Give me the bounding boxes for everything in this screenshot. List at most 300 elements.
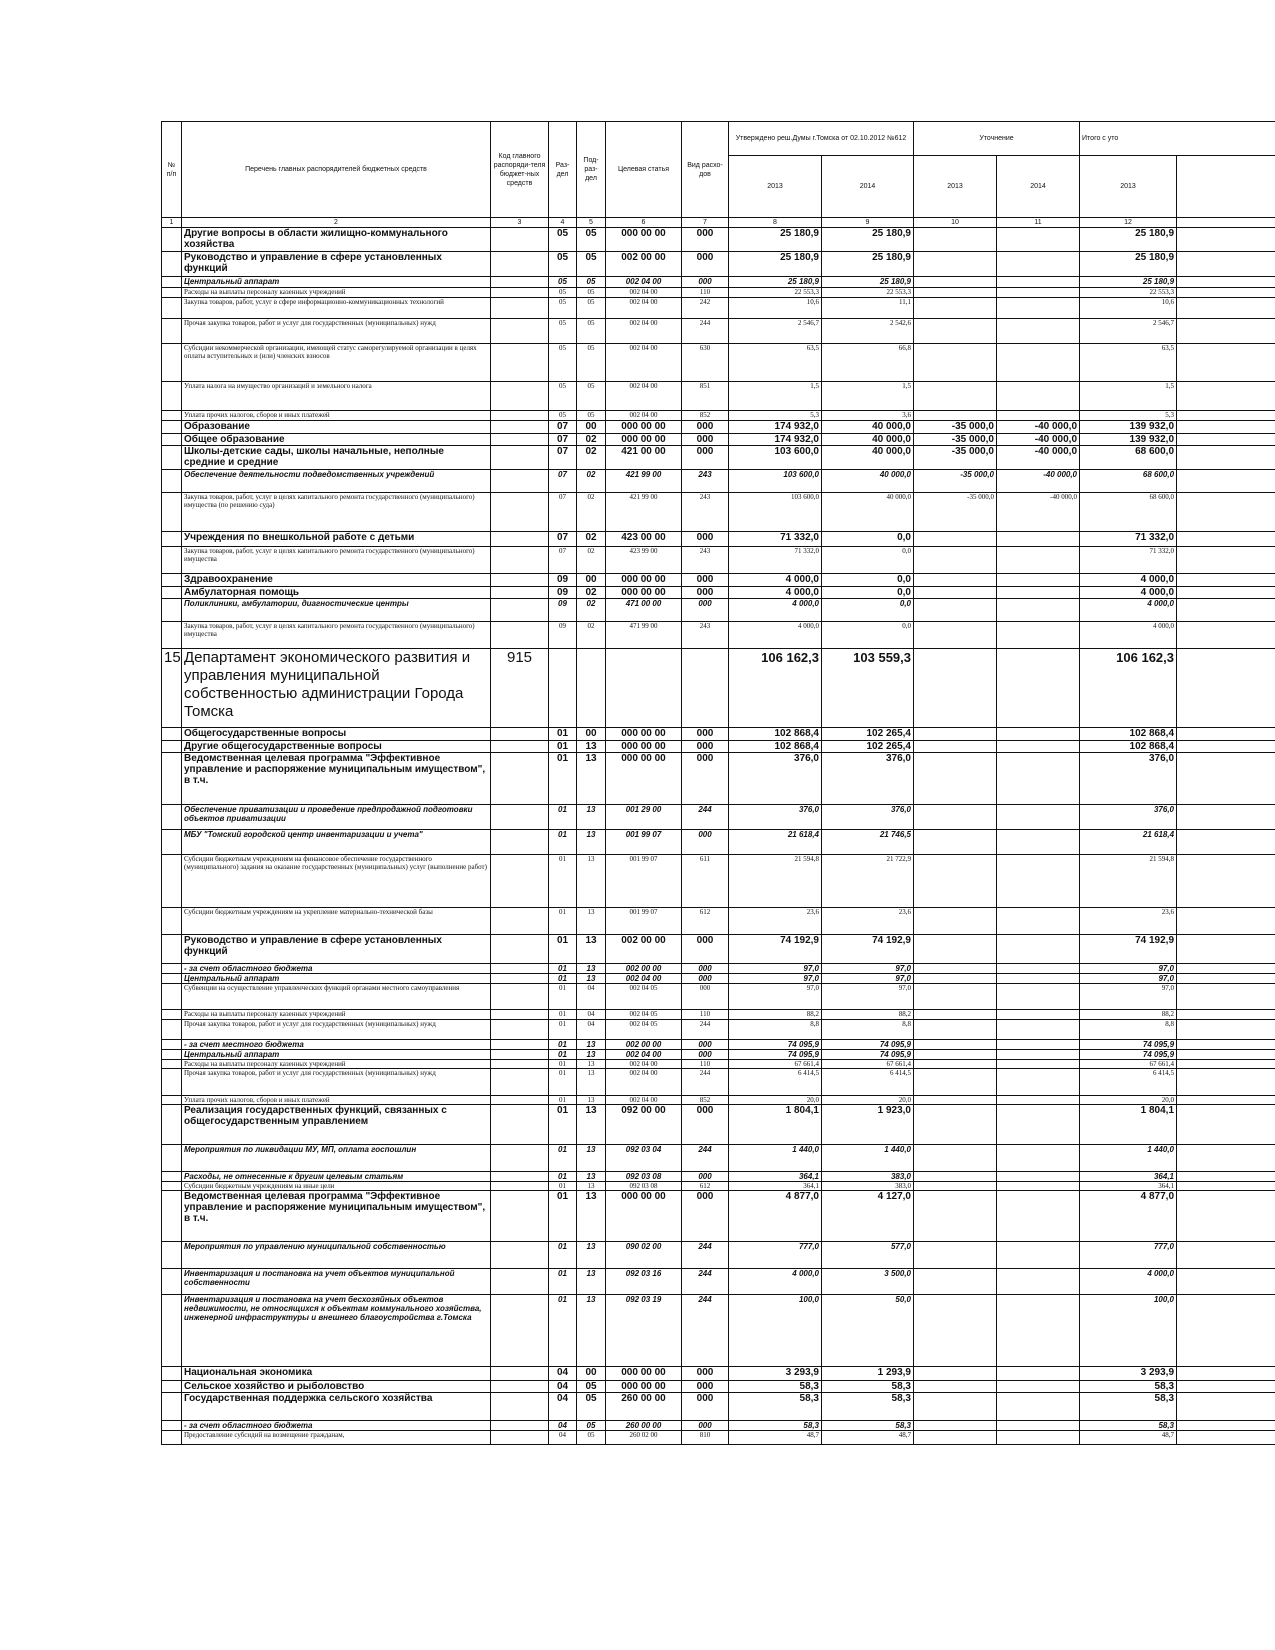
row-total-2013: 22 553,3 xyxy=(1080,288,1177,298)
row-total-2014 xyxy=(1177,288,1275,298)
row-change-2013: -35 000,0 xyxy=(914,434,997,446)
row-number xyxy=(162,1393,182,1421)
header-approved-2014: 2014 xyxy=(822,156,914,218)
row-name: Уплата прочих налогов, сборов и иных платежей xyxy=(182,411,491,421)
row-target: 092 03 08 xyxy=(606,1182,682,1191)
row-code xyxy=(491,493,549,532)
row-target: 002 04 00 xyxy=(606,1069,682,1096)
row-change-2014: -40 000,0 xyxy=(997,434,1080,446)
row-approved-2013: 376,0 xyxy=(729,753,822,805)
row-approved-2014: 25 180,9 xyxy=(822,252,914,277)
row-approved-2013: 102 868,4 xyxy=(729,728,822,741)
row-approved-2013: 58,3 xyxy=(729,1421,822,1431)
row-vid: 852 xyxy=(682,411,729,421)
row-vid: 810 xyxy=(682,1431,729,1445)
row-approved-2014: 22 553,3 xyxy=(822,288,914,298)
row-total-2014 xyxy=(1177,1367,1275,1381)
row-podrazdel: 05 xyxy=(577,1393,606,1421)
row-razdel: 01 xyxy=(549,1096,577,1105)
row-approved-2014: 1 440,0 xyxy=(822,1145,914,1172)
row-number xyxy=(162,434,182,446)
column-number: 7 xyxy=(682,218,729,228)
row-change-2013 xyxy=(914,587,997,599)
row-change-2013 xyxy=(914,964,997,974)
row-total-2014 xyxy=(1177,1020,1275,1040)
row-podrazdel: 05 xyxy=(577,252,606,277)
row-razdel: 01 xyxy=(549,1020,577,1040)
table-row xyxy=(162,974,1275,984)
column-number: 4 xyxy=(549,218,577,228)
row-change-2013 xyxy=(914,277,997,288)
row-number xyxy=(162,446,182,470)
row-change-2013 xyxy=(914,830,997,855)
row-vid: 000 xyxy=(682,935,729,964)
row-name: Прочая закупка товаров, работ и услуг для государственных (муниципальных) нужд xyxy=(182,1069,491,1096)
row-number xyxy=(162,252,182,277)
row-approved-2013: 63,5 xyxy=(729,344,822,382)
row-name: Ведомственная целевая программа "Эффективное управление и распоряжение муниципальным имуществом", в т.ч. xyxy=(182,753,491,805)
row-name: Мероприятия по управлению муниципальной собственностью xyxy=(182,1242,491,1269)
row-podrazdel: 05 xyxy=(577,288,606,298)
row-approved-2013: 58,3 xyxy=(729,1381,822,1393)
row-approved-2014: 40 000,0 xyxy=(822,446,914,470)
row-name: Уплата налога на имущество организаций и земельного налога xyxy=(182,382,491,411)
row-total-2013: 58,3 xyxy=(1080,1381,1177,1393)
row-approved-2013: 106 162,3 xyxy=(729,649,822,728)
row-vid: 000 xyxy=(682,728,729,741)
row-name: - за счет местного бюджета xyxy=(182,1040,491,1050)
row-change-2013 xyxy=(914,1069,997,1096)
row-vid: 611 xyxy=(682,855,729,908)
row-name: Расходы на выплаты персоналу казенных учреждений xyxy=(182,1010,491,1020)
header-razdel: Раз-дел xyxy=(549,122,577,218)
row-target xyxy=(606,649,682,728)
row-total-2014 xyxy=(1177,964,1275,974)
row-total-2014 xyxy=(1177,1381,1275,1393)
row-code xyxy=(491,1381,549,1393)
row-change-2013: -35 000,0 xyxy=(914,421,997,434)
row-approved-2013: 88,2 xyxy=(729,1010,822,1020)
table-row xyxy=(162,1050,1275,1060)
row-podrazdel: 02 xyxy=(577,470,606,493)
row-code xyxy=(491,470,549,493)
row-total-2013: 1,5 xyxy=(1080,382,1177,411)
row-name: Уплата прочих налогов, сборов и иных платежей xyxy=(182,1096,491,1105)
row-change-2013 xyxy=(914,1191,997,1242)
row-target: 001 99 07 xyxy=(606,908,682,935)
row-total-2013: 71 332,0 xyxy=(1080,547,1177,574)
row-podrazdel: 13 xyxy=(577,1172,606,1182)
table-row xyxy=(162,1295,1275,1367)
row-approved-2013: 48,7 xyxy=(729,1431,822,1445)
row-target: 092 03 19 xyxy=(606,1295,682,1367)
row-approved-2013: 4 000,0 xyxy=(729,622,822,649)
row-name: Инвентаризация и постановка на учет бесхозяйных объектов недвижимости, не относящихся к объектам коммунального хозяйства, инженерной инфраструктуры и внешнего благоустройства г.Томска xyxy=(182,1295,491,1367)
row-number xyxy=(162,1040,182,1050)
row-approved-2013: 8,8 xyxy=(729,1020,822,1040)
row-target: 000 00 00 xyxy=(606,741,682,753)
row-total-2013: 74 095,9 xyxy=(1080,1040,1177,1050)
row-total-2013: 20,0 xyxy=(1080,1096,1177,1105)
row-change-2014 xyxy=(997,1020,1080,1040)
row-approved-2014: 0,0 xyxy=(822,574,914,587)
row-code xyxy=(491,298,549,319)
row-target: 090 02 00 xyxy=(606,1242,682,1269)
row-change-2014 xyxy=(997,741,1080,753)
row-approved-2013: 22 553,3 xyxy=(729,288,822,298)
row-change-2013 xyxy=(914,1060,997,1069)
row-podrazdel: 02 xyxy=(577,587,606,599)
row-approved-2014: 577,0 xyxy=(822,1242,914,1269)
row-change-2013 xyxy=(914,1182,997,1191)
row-approved-2013: 376,0 xyxy=(729,805,822,830)
row-podrazdel: 00 xyxy=(577,421,606,434)
column-number: 9 xyxy=(822,218,914,228)
row-number xyxy=(162,599,182,622)
row-target: 002 04 00 xyxy=(606,277,682,288)
row-razdel: 01 xyxy=(549,935,577,964)
row-name: - за счет областного бюджета xyxy=(182,964,491,974)
header-total-2013: 2013 xyxy=(1080,156,1177,218)
row-total-2013: 376,0 xyxy=(1080,805,1177,830)
row-change-2014: -40 000,0 xyxy=(997,470,1080,493)
row-number xyxy=(162,421,182,434)
row-target: 092 00 00 xyxy=(606,1105,682,1145)
row-vid: 000 xyxy=(682,753,729,805)
row-target: 002 04 00 xyxy=(606,288,682,298)
row-target: 002 04 00 xyxy=(606,974,682,984)
row-total-2014 xyxy=(1177,1105,1275,1145)
row-code xyxy=(491,1269,549,1295)
row-change-2013 xyxy=(914,1367,997,1381)
row-number xyxy=(162,1431,182,1445)
row-change-2014 xyxy=(997,622,1080,649)
row-target: 001 99 07 xyxy=(606,855,682,908)
row-approved-2013: 25 180,9 xyxy=(729,228,822,252)
row-total-2013: 2 546,7 xyxy=(1080,319,1177,344)
row-approved-2014: 40 000,0 xyxy=(822,493,914,532)
row-razdel: 01 xyxy=(549,1069,577,1096)
row-total-2013: 1 440,0 xyxy=(1080,1145,1177,1172)
row-podrazdel: 02 xyxy=(577,622,606,649)
row-code xyxy=(491,288,549,298)
row-change-2014 xyxy=(997,1182,1080,1191)
row-vid: 244 xyxy=(682,1069,729,1096)
table-row xyxy=(162,830,1275,855)
table-row xyxy=(162,1096,1275,1105)
table-row xyxy=(162,1381,1275,1393)
row-target: 001 29 00 xyxy=(606,805,682,830)
row-approved-2013: 100,0 xyxy=(729,1295,822,1367)
row-target: 421 99 00 xyxy=(606,493,682,532)
row-number xyxy=(162,1172,182,1182)
row-podrazdel: 13 xyxy=(577,1191,606,1242)
row-name: Субсидии бюджетным учреждениям на финансовое обеспечение государственного (муниципального) задания на оказание государственных (муниципальных) услуг (выполнение работ) xyxy=(182,855,491,908)
row-number xyxy=(162,753,182,805)
row-target: 000 00 00 xyxy=(606,434,682,446)
row-change-2014 xyxy=(997,1367,1080,1381)
table-row xyxy=(162,574,1275,587)
row-total-2013: 102 868,4 xyxy=(1080,728,1177,741)
column-number: 5 xyxy=(577,218,606,228)
row-change-2013 xyxy=(914,411,997,421)
row-change-2013: -35 000,0 xyxy=(914,470,997,493)
column-number: 8 xyxy=(729,218,822,228)
row-approved-2013: 25 180,9 xyxy=(729,277,822,288)
row-approved-2013: 174 932,0 xyxy=(729,421,822,434)
row-change-2014 xyxy=(997,288,1080,298)
row-approved-2013: 10,6 xyxy=(729,298,822,319)
row-approved-2014: 48,7 xyxy=(822,1431,914,1445)
row-podrazdel: 13 xyxy=(577,1040,606,1050)
row-change-2014 xyxy=(997,599,1080,622)
row-name: Расходы, не отнесенные к другим целевым статьям xyxy=(182,1172,491,1182)
row-change-2013 xyxy=(914,288,997,298)
row-razdel: 01 xyxy=(549,805,577,830)
header-podrazdel: Под-раз-дел xyxy=(577,122,606,218)
column-number: 12 xyxy=(1080,218,1177,228)
row-podrazdel: 13 xyxy=(577,855,606,908)
row-vid: 244 xyxy=(682,1295,729,1367)
row-approved-2014: 383,0 xyxy=(822,1182,914,1191)
row-razdel: 05 xyxy=(549,382,577,411)
row-change-2014 xyxy=(997,1381,1080,1393)
row-total-2014 xyxy=(1177,649,1275,728)
row-vid: 244 xyxy=(682,1269,729,1295)
row-total-2014 xyxy=(1177,319,1275,344)
row-approved-2014: 23,6 xyxy=(822,908,914,935)
row-number xyxy=(162,587,182,599)
table-row xyxy=(162,1431,1275,1445)
row-target: 000 00 00 xyxy=(606,587,682,599)
row-total-2014 xyxy=(1177,1096,1275,1105)
row-podrazdel: 13 xyxy=(577,805,606,830)
row-total-2014 xyxy=(1177,805,1275,830)
row-vid: 244 xyxy=(682,1145,729,1172)
row-vid: 612 xyxy=(682,908,729,935)
row-target: 471 00 00 xyxy=(606,599,682,622)
row-podrazdel: 13 xyxy=(577,964,606,974)
row-change-2013 xyxy=(914,1431,997,1445)
row-total-2014 xyxy=(1177,753,1275,805)
row-change-2014 xyxy=(997,1060,1080,1069)
column-number: 1 xyxy=(162,218,182,228)
row-podrazdel: 05 xyxy=(577,228,606,252)
row-vid: 000 xyxy=(682,434,729,446)
row-total-2013: 102 868,4 xyxy=(1080,741,1177,753)
row-razdel: 07 xyxy=(549,547,577,574)
row-change-2014 xyxy=(997,319,1080,344)
row-approved-2014: 97,0 xyxy=(822,984,914,1010)
row-razdel: 05 xyxy=(549,228,577,252)
row-podrazdel: 00 xyxy=(577,1367,606,1381)
budget-table-body xyxy=(162,228,1275,1445)
row-name: Закупка товаров, работ, услуг в целях капитального ремонта государственного (муниципального) имущества xyxy=(182,622,491,649)
row-total-2014 xyxy=(1177,984,1275,1010)
row-change-2014 xyxy=(997,935,1080,964)
row-target: 001 99 07 xyxy=(606,830,682,855)
row-vid: 000 xyxy=(682,1421,729,1431)
budget-table xyxy=(161,121,1275,1445)
row-approved-2014: 102 265,4 xyxy=(822,741,914,753)
row-podrazdel: 02 xyxy=(577,532,606,547)
row-podrazdel: 13 xyxy=(577,1145,606,1172)
row-total-2014 xyxy=(1177,1242,1275,1269)
row-change-2014 xyxy=(997,1040,1080,1050)
row-number xyxy=(162,1010,182,1020)
row-name: Национальная экономика xyxy=(182,1367,491,1381)
row-code xyxy=(491,277,549,288)
row-code xyxy=(491,1096,549,1105)
row-code xyxy=(491,587,549,599)
row-total-2013: 364,1 xyxy=(1080,1182,1177,1191)
table-row xyxy=(162,1191,1275,1242)
row-total-2013: 100,0 xyxy=(1080,1295,1177,1367)
row-vid: 000 xyxy=(682,984,729,1010)
row-number xyxy=(162,1367,182,1381)
row-number xyxy=(162,1182,182,1191)
row-podrazdel: 13 xyxy=(577,974,606,984)
column-number: 3 xyxy=(491,218,549,228)
table-row xyxy=(162,252,1275,277)
row-name: Департамент экономического развития и управления муниципальной собственностью администрации Города Томска xyxy=(182,649,491,728)
row-total-2013: 97,0 xyxy=(1080,964,1177,974)
row-razdel: 01 xyxy=(549,1145,577,1172)
row-podrazdel: 13 xyxy=(577,1105,606,1145)
row-razdel: 05 xyxy=(549,411,577,421)
row-code xyxy=(491,599,549,622)
row-razdel: 07 xyxy=(549,532,577,547)
row-approved-2013: 4 000,0 xyxy=(729,587,822,599)
column-number: 11 xyxy=(997,218,1080,228)
row-code xyxy=(491,1367,549,1381)
row-code xyxy=(491,1295,549,1367)
row-total-2013: 68 600,0 xyxy=(1080,470,1177,493)
row-approved-2014: 74 095,9 xyxy=(822,1040,914,1050)
row-vid: 110 xyxy=(682,1060,729,1069)
row-name: Амбулаторная помощь xyxy=(182,587,491,599)
row-vid: 244 xyxy=(682,1242,729,1269)
row-change-2013 xyxy=(914,649,997,728)
row-number xyxy=(162,574,182,587)
row-target: 000 00 00 xyxy=(606,421,682,434)
row-razdel: 01 xyxy=(549,1269,577,1295)
row-code xyxy=(491,1040,549,1050)
row-code xyxy=(491,935,549,964)
row-name: Субсидии некоммерческой организации, имеющей статус саморегулируемой организации в целях оплаты вступительных и (или) членских взносов xyxy=(182,344,491,382)
row-approved-2014: 21 746,5 xyxy=(822,830,914,855)
row-approved-2013: 74 095,9 xyxy=(729,1040,822,1050)
row-code xyxy=(491,830,549,855)
row-vid: 243 xyxy=(682,622,729,649)
row-podrazdel: 05 xyxy=(577,344,606,382)
row-approved-2014: 67 661,4 xyxy=(822,1060,914,1069)
row-change-2014 xyxy=(997,984,1080,1010)
row-vid: 110 xyxy=(682,1010,729,1020)
row-podrazdel: 02 xyxy=(577,434,606,446)
row-target: 092 03 16 xyxy=(606,1269,682,1295)
row-approved-2014: 2 542,6 xyxy=(822,319,914,344)
row-razdel: 01 xyxy=(549,1105,577,1145)
row-vid: 000 xyxy=(682,532,729,547)
row-change-2014 xyxy=(997,1191,1080,1242)
row-change-2014 xyxy=(997,1105,1080,1145)
row-change-2014 xyxy=(997,1096,1080,1105)
row-number xyxy=(162,1060,182,1069)
row-code: 915 xyxy=(491,649,549,728)
header-change-2013: 2013 xyxy=(914,156,997,218)
row-name: Учреждения по внешкольной работе с детьми xyxy=(182,532,491,547)
row-approved-2014: 0,0 xyxy=(822,622,914,649)
row-vid: 000 xyxy=(682,964,729,974)
row-podrazdel: 13 xyxy=(577,1295,606,1367)
row-change-2014 xyxy=(997,855,1080,908)
row-approved-2014: 6 414,5 xyxy=(822,1069,914,1096)
row-razdel: 01 xyxy=(549,1242,577,1269)
row-number xyxy=(162,855,182,908)
row-change-2014 xyxy=(997,252,1080,277)
row-razdel: 09 xyxy=(549,599,577,622)
row-razdel: 07 xyxy=(549,493,577,532)
row-change-2014: -40 000,0 xyxy=(997,493,1080,532)
header-name: Перечень главных распорядителей бюджетных средств xyxy=(182,122,491,218)
table-row xyxy=(162,1060,1275,1069)
row-target: 423 00 00 xyxy=(606,532,682,547)
row-change-2014 xyxy=(997,964,1080,974)
row-razdel: 09 xyxy=(549,587,577,599)
row-total-2013: 48,7 xyxy=(1080,1431,1177,1445)
row-total-2013: 3 293,9 xyxy=(1080,1367,1177,1381)
table-row xyxy=(162,964,1275,974)
table-row xyxy=(162,1393,1275,1421)
row-vid: 244 xyxy=(682,1020,729,1040)
row-approved-2013: 74 192,9 xyxy=(729,935,822,964)
row-total-2013: 21 618,4 xyxy=(1080,830,1177,855)
table-row xyxy=(162,855,1275,908)
row-change-2014 xyxy=(997,574,1080,587)
row-number xyxy=(162,319,182,344)
row-total-2014 xyxy=(1177,493,1275,532)
row-number xyxy=(162,288,182,298)
row-podrazdel: 02 xyxy=(577,446,606,470)
row-razdel: 01 xyxy=(549,1060,577,1069)
row-razdel: 01 xyxy=(549,1191,577,1242)
table-row xyxy=(162,228,1275,252)
row-total-2013: 63,5 xyxy=(1080,344,1177,382)
row-code xyxy=(491,728,549,741)
row-approved-2013: 21 594,8 xyxy=(729,855,822,908)
row-total-2013: 139 932,0 xyxy=(1080,421,1177,434)
row-total-2013: 106 162,3 xyxy=(1080,649,1177,728)
header-total: Итого с уто xyxy=(1080,122,1275,156)
row-number xyxy=(162,1421,182,1431)
row-total-2013: 97,0 xyxy=(1080,984,1177,1010)
row-approved-2014: 376,0 xyxy=(822,805,914,830)
table-row xyxy=(162,984,1275,1010)
row-razdel: 01 xyxy=(549,830,577,855)
row-razdel: 01 xyxy=(549,1010,577,1020)
row-podrazdel: 13 xyxy=(577,908,606,935)
row-number xyxy=(162,228,182,252)
row-change-2013 xyxy=(914,855,997,908)
row-razdel: 01 xyxy=(549,753,577,805)
row-approved-2013: 23,6 xyxy=(729,908,822,935)
row-code xyxy=(491,411,549,421)
row-change-2013 xyxy=(914,1020,997,1040)
row-change-2013 xyxy=(914,298,997,319)
row-razdel: 07 xyxy=(549,470,577,493)
row-vid: 000 xyxy=(682,1040,729,1050)
